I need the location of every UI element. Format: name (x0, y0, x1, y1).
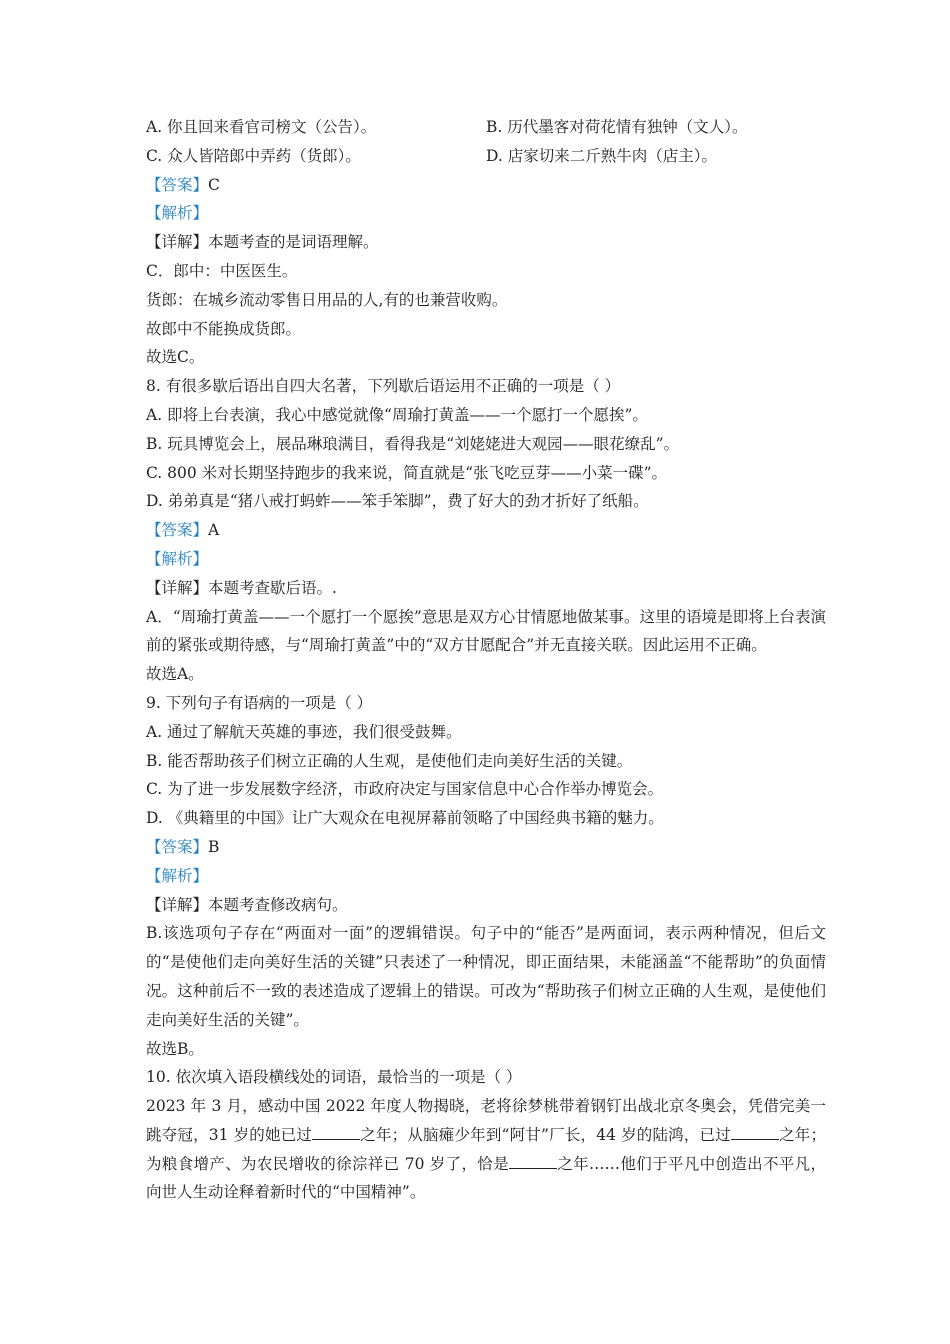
q9-conclusion: 故选B。 (146, 1039, 204, 1058)
q9-detail-text: 本题考查修改病句。 (208, 895, 348, 914)
blank-line (312, 1121, 360, 1140)
q8-analysis (146, 545, 826, 574)
q9-answer-value: B (208, 837, 220, 856)
q8-answer-value: A (208, 521, 220, 540)
blank-line (509, 1150, 557, 1169)
q7-answer-value: C (208, 175, 220, 194)
q10-passage-part-1: 2023 年 3 月，感动中国 2022 年度人物揭晓，老将徐梦桃带着钢钉出战北京冬奥会，凭借完美一跳夺冠，31 岁的她已过 (146, 1097, 826, 1144)
answer-tag: 【答案】 (146, 175, 209, 194)
q9-explanation: B.该选项句子存在“两面对一面”的逻辑错误。句子中的“能否”是两面词，表示两种情况，但后文的“是使他们走向美好生活的关键”只表述了一种情况，即正面结果，未能涵盖“不能帮助”的负面情况。这种前后不一致的表述造成了逻辑上的错误。可改为“帮助孩子们树立正确的人生观，是使他们走向美好生活的关键”。 (146, 924, 826, 1029)
document-page (146, 113, 826, 1207)
q9-option-d: D. 《典籍里的中国》让广大观众在电视屏幕前领略了中国经典书籍的魅力。 (146, 809, 664, 828)
q10-stem: 10. 依次填入语段横线处的词语，最恰当的一项是（ ） (146, 1068, 522, 1087)
q7-option-c: C. 众人皆陪郎中弄药（货郎）。 (146, 146, 361, 165)
q7-line-4: 故选C。 (146, 348, 205, 367)
analysis-tag: 【解析】 (146, 866, 209, 885)
q8-option-b: B. 玩具博览会上，展品琳琅满目，看得我是“刘姥姥进大观园——眼花缭乱”。 (146, 434, 680, 453)
q8-answer (146, 516, 826, 545)
q7-line-2: 货郎：在城乡流动零售日用品的人,有的也兼营收购。 (146, 290, 508, 309)
detail-tag: 【详解】 (146, 233, 209, 252)
q8-option-a: A. 即将上台表演，我心中感觉就像“周瑜打黄盖——一个愿打一个愿挨”。 (146, 405, 648, 424)
q9-answer (146, 833, 826, 862)
q8-explanation: A．“周瑜打黄盖——一个愿打一个愿挨”意思是双方心甘情愿地做某事。这里的语境是即将上台表演前的紧张或期待感，与“周瑜打黄盖”中的“双方甘愿配合”并无直接关联。因此运用不正确。 (146, 607, 826, 655)
q7-line-3: 故郎中不能换成货郎。 (146, 319, 302, 338)
q7-detail (146, 228, 826, 257)
q7-line-1: C．郎中：中医医生。 (146, 261, 298, 280)
q7-analysis (146, 199, 826, 228)
q10-passage-part-3: 之年；为粮食增产、为农民增收的徐淙祥已 70 岁了，恰是 (146, 1125, 827, 1173)
q7-options-row-1 (146, 113, 826, 142)
answer-tag: 【答案】 (146, 521, 209, 540)
q7-detail-text: 本题考查的是词语理解。 (208, 233, 379, 252)
answer-tag: 【答案】 (146, 837, 209, 856)
q8-option-c: C. 800 米对长期坚持跑步的我来说，简直就是“张飞吃豆芽——小菜一碟”。 (146, 463, 668, 482)
blank-line (731, 1121, 779, 1140)
q9-option-a: A. 通过了解航天英雄的事迹，我们很受鼓舞。 (146, 722, 462, 741)
analysis-tag: 【解析】 (146, 549, 209, 568)
q10-passage-part-4: 之年……他们于平凡中创造出不平凡，向世人生动诠释着新时代的“中国精神”。 (146, 1154, 826, 1202)
q9-option-c: C. 为了进一步发展数字经济，市政府决定与国家信息中心合作举办博览会。 (146, 780, 664, 799)
detail-tag: 【详解】 (146, 895, 209, 914)
q10-passage (146, 1092, 826, 1207)
q9-stem: 9. 下列句子有语病的一项是（ ） (146, 693, 373, 712)
q8-detail (146, 574, 826, 603)
q8-option-d: D. 弟弟真是“猪八戒打蚂蚱——笨手笨脚”，费了好大的劲才折好了纸船。 (146, 492, 649, 511)
q10-passage-part-2: 之年；从脑瘫少年到“阿甘”厂长，44 岁的陆鸿，已过 (360, 1125, 731, 1144)
analysis-tag: 【解析】 (146, 204, 209, 223)
q9-analysis (146, 862, 826, 891)
q7-answer (146, 171, 826, 200)
q7-option-d: D. 店家切来二斤熟牛肉（店主）。 (486, 146, 717, 165)
q9-detail (146, 891, 826, 920)
q7-option-a: A. 你且回来看官司榜文（公告）。 (146, 118, 377, 136)
q8-conclusion: 故选A。 (146, 665, 204, 684)
detail-tag: 【详解】 (146, 578, 209, 597)
q7-option-b: B. 历代墨客对荷花情有独钟（文人）。 (486, 118, 748, 136)
q8-detail-text: 本题考查歇后语。. (208, 578, 337, 597)
q9-option-b: B. 能否帮助孩子们树立正确的人生观，是使他们走向美好生活的关键。 (146, 751, 633, 770)
q7-options-row-2 (146, 142, 826, 171)
q8-stem: 8. 有很多歇后语出自四大名著，下列歇后语运用不正确的一项是（ ） (146, 377, 621, 396)
